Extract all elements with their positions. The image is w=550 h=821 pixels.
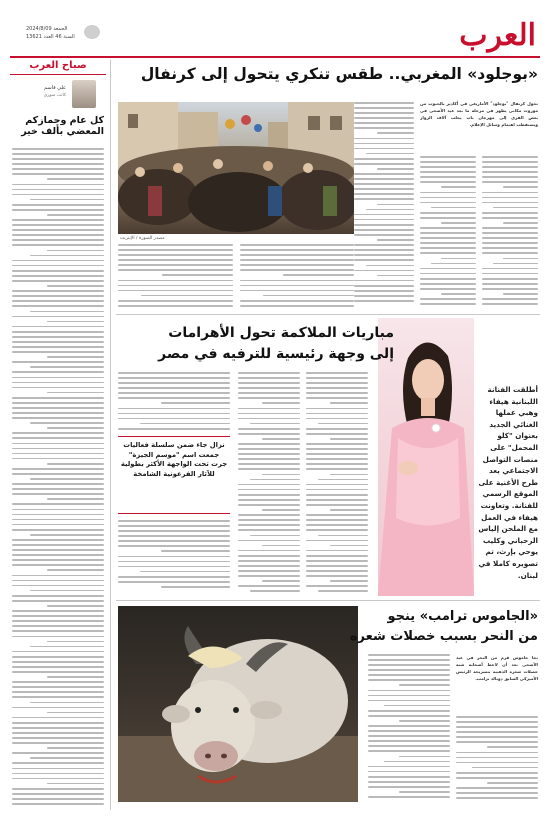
- lead-bottom-divider: [116, 314, 540, 315]
- buffalo-figure: [118, 606, 358, 802]
- buffalo-intro: نجا جاموس قزم من النحر في عيد الأضحى بعد أن لاحظ أصحابه شبه خصلات شعره الذهبية بتسريحة الرئيس الأميركي السابق دونالد ترامب.: [456, 655, 538, 681]
- column-headline: كل عام وجمازكم المعضي بألف خير: [21, 115, 104, 137]
- lead-body-col-4: [118, 244, 233, 310]
- lead-photo-scene: [118, 102, 354, 234]
- lead-intro: تحول كرنفال "بوجلود" الأمازيغي في أكادير بالجنوب من موروث مكاني يظهر في مرحلة ما بعد عيد الأضحى في بعض القرى إلى مهرجان بات يجلب آلاف الزوار ويستقطب اهتمام وسائل الإعلام.: [420, 101, 538, 127]
- lead-headline: «بوجلود» المغربي.. طقس تنكري يتحول إلى كرنفال: [140, 65, 538, 83]
- pyramids-body-col-1: [306, 372, 368, 594]
- pyramids-body-col-4: [118, 520, 230, 594]
- buffalo-photo: [118, 606, 358, 802]
- singer-caption: أطلقت الفنانة اللبنانية هيفاء وهبي عملها الغنائي الجديد بعنوان "كلو المحمل" على منصات التواصل الاجتماعي بعد طرح الأغنية على الموقع الرسمي للفنانة. وتعاونت هيفاء في العمل مع الملحن إلياس الرحباني وكليب يوحي بإرث، تم تصويره كاملا في لبنان.: [478, 385, 538, 580]
- masthead-badge-icon: [84, 25, 100, 39]
- pyramids-pullquote: نزال جاء ضمن سلسلة فعاليات جمعت اسم "موسم الجيزة" جرت تحت الواجهة الأكثر بطولية للآثار الفرعونية الشامخة: [120, 441, 228, 478]
- middle-bottom-divider: [116, 600, 540, 601]
- buffalo-body-col-2: [368, 654, 450, 806]
- column-body: [12, 148, 104, 808]
- opinion-column: [10, 60, 106, 810]
- lead-photo: [118, 102, 354, 234]
- pyramids-body-col-2: [238, 372, 300, 594]
- column-section-title: صباح العرب: [10, 60, 106, 75]
- buffalo-body-col-1: [456, 716, 538, 806]
- buffalo-headline-2: من النحر بسبب خصلات شعره: [349, 629, 538, 644]
- masthead-date: الجمعة 2024/8/09: [26, 26, 68, 32]
- author-avatar: [72, 80, 96, 108]
- pyramids-body-col-3: [118, 372, 230, 432]
- author-role: كاتب سوري: [43, 93, 66, 98]
- lead-photo-caption: مصدر الصورة / الإنترنت: [120, 236, 165, 241]
- column-divider: [110, 60, 111, 810]
- masthead-divider: [10, 56, 540, 58]
- pyramids-pullquote-box: [118, 436, 230, 514]
- buffalo-headline-1: «الجاموس ترامب» ينجو: [387, 609, 538, 624]
- pyramids-headline-1: مباريات الملاكمة تحول الأهرامات: [168, 325, 394, 341]
- masthead: [0, 0, 550, 56]
- lead-body-col-1: [482, 156, 538, 310]
- lead-body-col-5: [240, 244, 354, 310]
- masthead-issue: السنة 46 العدد 13621: [26, 34, 75, 40]
- masthead-logo: العرب: [459, 18, 536, 53]
- lead-body-col-2: [420, 156, 476, 310]
- pyramids-headline-2: إلى وجهة رئيسية للترفيه في مصر: [158, 346, 394, 362]
- author-name: علي قاسم: [44, 85, 66, 91]
- lead-body-col-3: [354, 102, 414, 310]
